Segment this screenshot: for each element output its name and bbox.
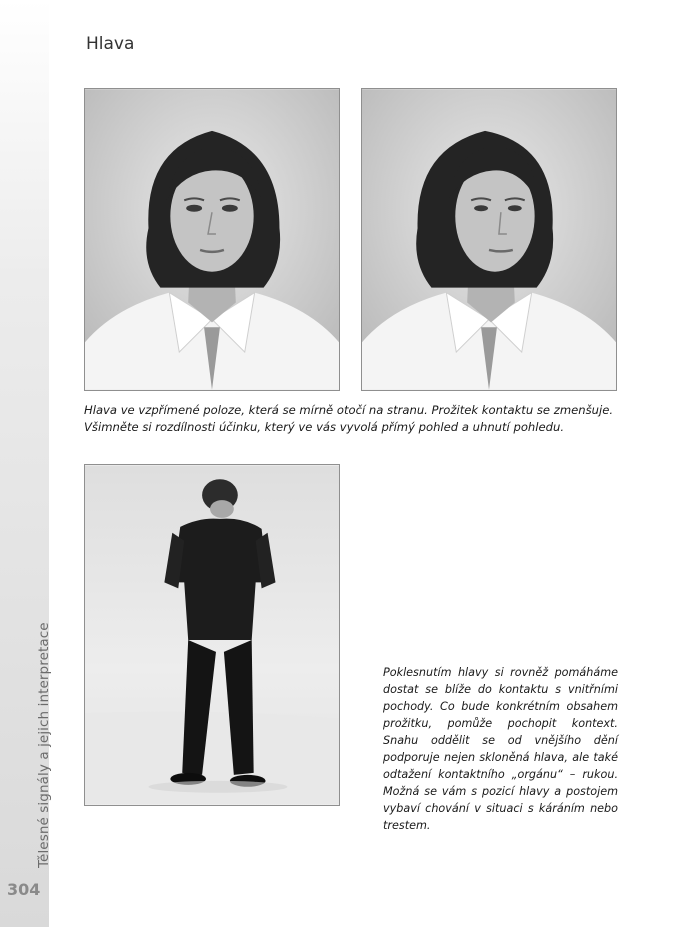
man-standing-bowed-image xyxy=(85,465,339,805)
portrait-woman-front-image xyxy=(85,89,339,390)
section-title: Hlava xyxy=(86,34,135,54)
photo-woman-averted-gaze xyxy=(361,88,617,391)
photo-caption-top: Hlava ve vzpřímené poloze, která se mírně otočí na stranu. Prožitek kontaktu se zmenšuje. Všimněte si rozdílnosti účinku, který ve vás vyvolá přímý pohled a uhnutí pohledu. xyxy=(84,403,614,434)
book-section-title-vertical: Tělesné signály a jejich interpretace xyxy=(36,622,52,868)
page-number: 304 xyxy=(7,880,41,899)
side-caption: Poklesnutím hlavy si rovněž pomáháme dostat se blíže do kontaktu s vnitřními pochody. Co bude konkrétním obsahem prožitku, pomůže pochopit kontext. Snahu oddělit se od vnějšího dění podporuje nejen skloněná hlava, ale také odtažení kontaktního „orgánu“ – rukou. Možná se vám s pozicí hlavy a postojem vybaví chování v situaci s káráním nebo trestem. xyxy=(383,666,618,832)
photo-woman-direct-gaze xyxy=(84,88,340,391)
portrait-woman-turned-image xyxy=(362,89,616,390)
photo-man-head-bowed xyxy=(84,464,340,806)
